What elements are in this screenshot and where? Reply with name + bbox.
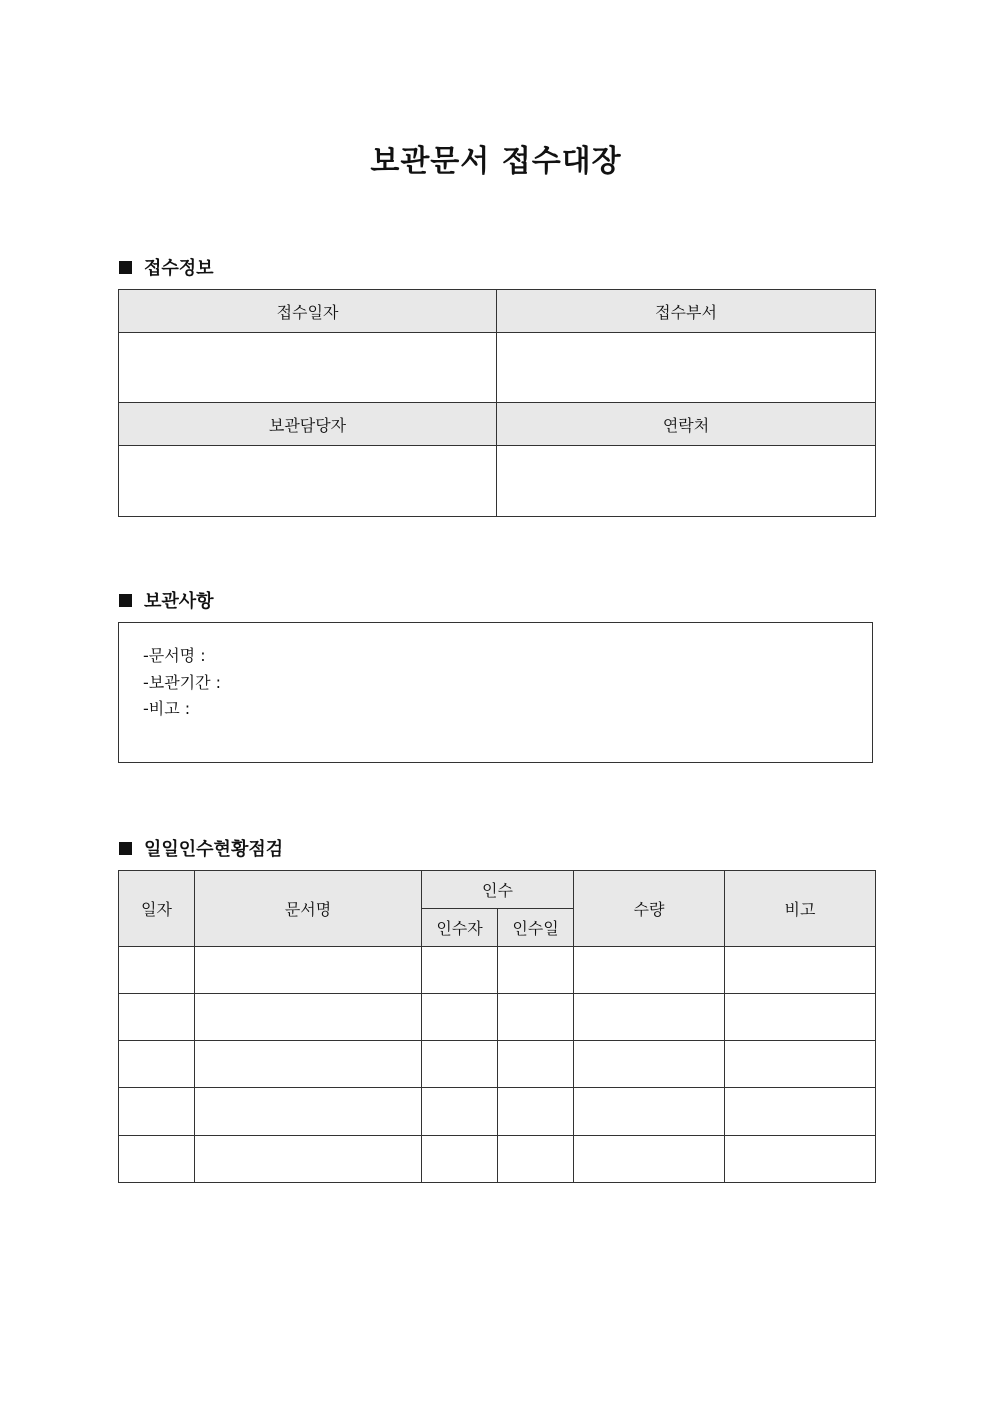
table-row — [119, 994, 876, 1041]
col-header-quantity: 수량 — [574, 871, 725, 947]
doc-name-line: -문서명 : — [143, 646, 206, 665]
table-cell[interactable] — [422, 1041, 498, 1088]
square-bullet-icon — [119, 842, 132, 855]
table-cell[interactable] — [119, 947, 195, 994]
receipt-date-label: 접수일자 — [119, 290, 497, 333]
col-header-receiver: 인수자 — [422, 909, 498, 947]
col-header-note: 비고 — [725, 871, 876, 947]
square-bullet-icon — [119, 594, 132, 607]
manager-cell[interactable] — [119, 446, 497, 517]
table-cell[interactable] — [195, 1041, 422, 1088]
receipt-date-cell[interactable] — [119, 333, 497, 403]
receipt-dept-cell[interactable] — [497, 333, 876, 403]
table-cell[interactable] — [498, 1041, 574, 1088]
retention-period-line: -보관기간 : — [143, 672, 222, 692]
section-heading-text: 일일인수현황점검 — [144, 839, 284, 860]
contact-label: 연락처 — [497, 403, 876, 446]
section-heading-storage — [119, 587, 214, 613]
table-cell[interactable] — [498, 947, 574, 994]
table-cell[interactable] — [422, 947, 498, 994]
daily-check-table — [118, 870, 876, 1183]
table-cell[interactable] — [498, 1136, 574, 1183]
table-cell[interactable] — [119, 1088, 195, 1136]
table-cell[interactable] — [195, 994, 422, 1041]
table-cell[interactable] — [725, 994, 876, 1041]
table-cell[interactable] — [574, 947, 725, 994]
col-header-date: 일자 — [119, 871, 195, 947]
receipt-info-table — [118, 289, 876, 517]
table-cell[interactable] — [119, 1136, 195, 1183]
table-cell[interactable] — [195, 947, 422, 994]
square-bullet-icon — [119, 261, 132, 274]
table-cell[interactable] — [725, 1136, 876, 1183]
table-cell[interactable] — [422, 1136, 498, 1183]
table-cell[interactable] — [195, 1088, 422, 1136]
table-cell[interactable] — [574, 994, 725, 1041]
table-cell[interactable] — [725, 947, 876, 994]
col-header-receive-date: 인수일 — [498, 909, 574, 947]
table-cell[interactable] — [498, 994, 574, 1041]
table-row — [119, 1136, 876, 1183]
table-row — [119, 1088, 876, 1136]
manager-label: 보관담당자 — [119, 403, 497, 446]
table-cell[interactable] — [498, 1088, 574, 1136]
table-cell[interactable] — [422, 994, 498, 1041]
section-heading-text: 접수정보 — [144, 258, 214, 279]
receipt-dept-label: 접수부서 — [497, 290, 876, 333]
table-cell[interactable] — [119, 1041, 195, 1088]
table-row — [119, 947, 876, 994]
table-cell[interactable] — [725, 1041, 876, 1088]
col-header-handover: 인수 — [422, 871, 574, 909]
table-row — [119, 1041, 876, 1088]
table-cell[interactable] — [422, 1088, 498, 1136]
table-cell[interactable] — [574, 1041, 725, 1088]
remarks-line: -비고 : — [143, 699, 191, 718]
section-heading-text: 보관사항 — [144, 591, 214, 612]
section-heading-receipt — [119, 254, 214, 280]
col-header-doc-name: 문서명 — [195, 871, 422, 947]
table-cell[interactable] — [119, 994, 195, 1041]
table-cell[interactable] — [725, 1088, 876, 1136]
table-cell[interactable] — [195, 1136, 422, 1183]
page-title: 보관문서 접수대장 — [370, 144, 622, 179]
storage-details-box[interactable] — [118, 622, 873, 763]
section-heading-daily — [119, 835, 283, 861]
contact-cell[interactable] — [497, 446, 876, 517]
table-cell[interactable] — [574, 1088, 725, 1136]
table-cell[interactable] — [574, 1136, 725, 1183]
